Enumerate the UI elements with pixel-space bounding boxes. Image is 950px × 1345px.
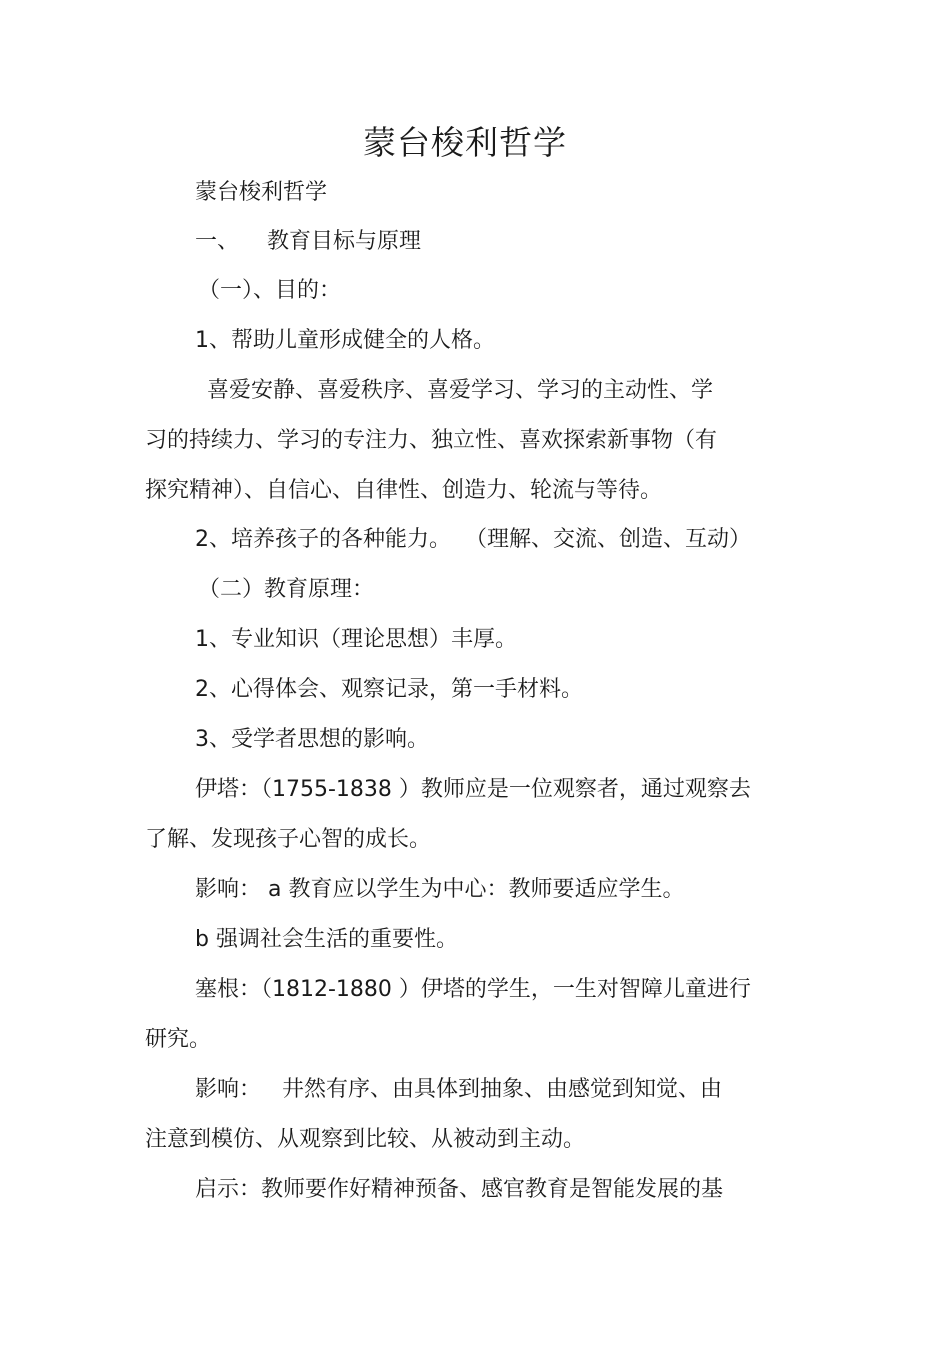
subtitle-line: 蒙台梭利哲学: [195, 180, 328, 205]
paragraph-line: 探究精神）、自信心、自律性、创造力、轮流与等待。: [145, 478, 663, 503]
subsection-heading: （二）教育原理：: [198, 577, 375, 602]
paragraph-line: 习的持续力、学习的专注力、独立性、喜欢探索新事物（有: [145, 428, 718, 453]
paragraph-line: 2、心得体会、观察记录，第一手材料。: [195, 677, 583, 702]
paragraph-line: 了解、发现孩子心智的成长。: [145, 827, 432, 852]
paragraph-line: 注意到模仿、从观察到比较、从被动到主动。: [145, 1127, 586, 1152]
subsection-heading: （一）、目的：: [198, 278, 342, 303]
paragraph-line: 1、专业知识（理论思想）丰厚。: [195, 627, 517, 652]
section-heading: 一、 教育目标与原理: [195, 229, 421, 254]
paragraph-line: 启示：教师要作好精神预备、感官教育是智能发展的基: [195, 1177, 724, 1202]
paragraph-line: b 强调社会生活的重要性。: [195, 927, 458, 952]
paragraph-line: 影响： 井然有序、由具体到抽象、由感觉到知觉、由: [195, 1077, 722, 1102]
document-title: 蒙台梭利哲学: [363, 123, 567, 162]
paragraph-line: 喜爱安静、喜爱秩序、喜爱学习、学习的主动性、学: [207, 378, 714, 403]
paragraph-line: 伊塔：（1755-1838 ）教师应是一位观察者，通过观察去: [195, 777, 751, 802]
paragraph-line: 3、受学者思想的影响。: [195, 727, 429, 752]
paragraph-line: 影响： a 教育应以学生为中心：教师要适应学生。: [195, 877, 685, 902]
paragraph-line: 研究。: [145, 1027, 212, 1052]
paragraph-line: 2、培养孩子的各种能力。 （理解、交流、创造、互动）: [195, 527, 751, 552]
paragraph-line: 1、帮助儿童形成健全的人格。: [195, 328, 495, 353]
paragraph-line: 塞根：（1812-1880 ）伊塔的学生，一生对智障儿童进行: [195, 977, 751, 1002]
